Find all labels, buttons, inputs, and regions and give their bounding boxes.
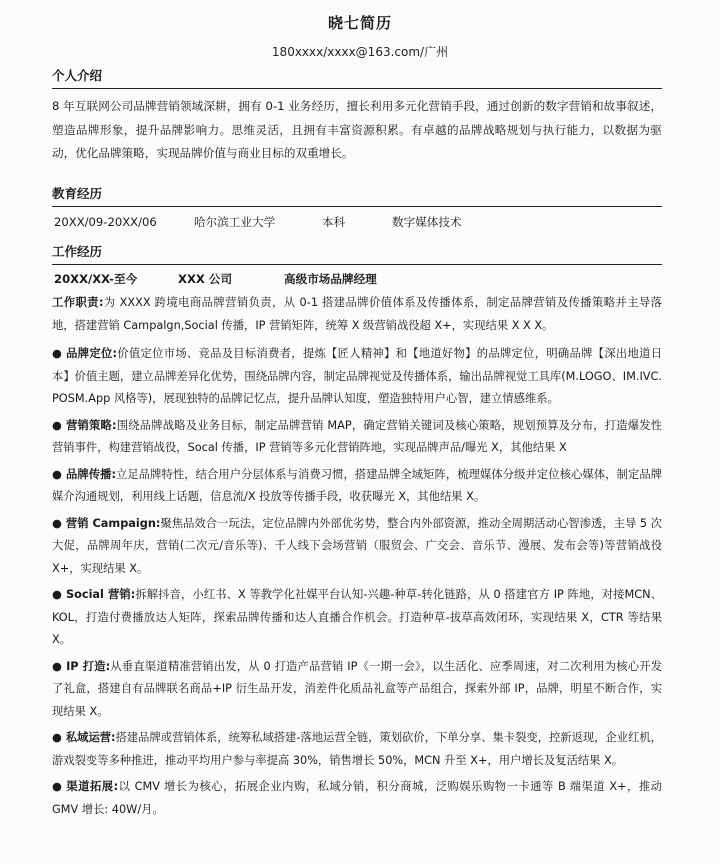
bullet-icon: ● <box>52 467 62 481</box>
job-duty <box>52 292 662 337</box>
list-item <box>52 727 662 772</box>
item-label: Social 营销: <box>65 588 136 601</box>
item-label: 品牌定位: <box>66 347 118 360</box>
work-item-list <box>52 343 662 821</box>
bullet-icon: ● <box>52 516 62 530</box>
bullet-icon: ● <box>52 347 63 360</box>
list-item <box>52 343 662 411</box>
job-duty-text: 为 XXXX 跨境电商品牌营销负责，从 0-1 搭建品牌价值体系及传播体系，制定品牌营销及传播策略并主导落地，搭建营销 Campalgn,Social 传播，IP 营销矩阵，统筹 X 级营销战役超 X+，实现结果 X X X。 <box>52 296 662 332</box>
contact-info: 180xxxx/xxxx@163.com/广州 <box>271 45 449 59</box>
item-label: 营销策略: <box>66 418 117 432</box>
resume-name: 晓七简历 <box>327 14 392 32</box>
item-text: 以 CMV 增长为核心，拓展企业内购，私域分销，积分商城，泛购娱乐购物一卡通等 B 端渠道 X+，推动 GMV 增长: 40W/月。 <box>52 780 662 816</box>
item-text: 拆解抖音，小红书、X 等教学化社媒平台认知-兴趣-种草-转化链路，从 0 搭建官方 IP 阵地，对接MCN、KOL，打造付费播放达人矩阵，探索品牌传播和达人直播合作机会。打造种草-拔草高效闭环，实现结果 X，CTR 等结果 X。 <box>52 588 662 646</box>
list-item <box>52 776 662 821</box>
bullet-icon: ● <box>52 731 62 744</box>
job-position: 高级市场品牌经理 <box>284 272 377 286</box>
intro-text: 8 年互联网公司品牌营销领域深耕，拥有 0-1 业务经历，擅长利用多元化营销手段，通过创新的数字营销和故事叙述，塑造品牌形象，提升品牌影响力。思维灵活，且拥有丰富资源积累。有卓越的品牌战略规划与执行能力，以数据为驱动，优化品牌策略，实现品牌价值与商业目标的双重增长。 <box>52 99 662 160</box>
item-text: 围绕品牌战略及业务目标，制定品牌营销 MAP，确定营销关键词及核心策略，规划预算及分布，打造爆发性营销事件，构建营销战役，Socal 传播，IP 营销等多元化营销阵地，实现品牌声品/曝光 X，其他结果 X <box>52 418 662 454</box>
bullet-icon: ● <box>52 588 62 601</box>
job-period: 20XX/XX-至今 <box>54 272 138 286</box>
list-item <box>52 464 662 509</box>
education-row <box>52 210 662 234</box>
job-company: XXX 公司 <box>178 272 233 286</box>
intro-title: 个人介绍 <box>52 66 662 89</box>
item-text: 从垂直渠道精准营销出发，从 0 打造产品营销 IP《一期一会》，以生活化、应季周速，对二次利用为核心开发了礼盒，搭建自有品牌联名商品+IP 衍生品开发，消差件化质品礼盒等产品组合，探索外部 IP，品牌，明星不断合作，实现结果 X。 <box>52 659 663 718</box>
education-degree: 本科 <box>322 215 346 229</box>
intro-section <box>52 66 662 166</box>
education-section <box>52 184 662 234</box>
job-row <box>52 268 662 290</box>
item-label: IP 打造: <box>66 659 111 673</box>
bullet-icon: ● <box>52 418 63 432</box>
bullet-icon: ● <box>52 780 63 793</box>
item-text: 立足品牌特性，结合用户分层体系与消费习惯，搭建品牌全域矩阵，梳理媒体分级并定位核心媒体，制定品牌媒介沟通规划，利用线上话题，信息流/X 投放等传播手段，收获曝光 X，其他结果 X。 <box>52 467 662 503</box>
education-major: 数字媒体技术 <box>392 215 462 229</box>
resume-header <box>0 12 720 60</box>
item-label: 渠道拓展: <box>66 780 119 793</box>
work-title: 工作经历 <box>52 242 662 265</box>
item-text: 聚焦品效合一玩法，定位品牌内外部优劣势，整合内外部资源，推动全周期活动心智渗透，主导 5 次大促，品牌周年庆，营销(二次元/音乐等)、千人线下会场营销（服贸会、广交会、音乐节、漫展、发布会等)等营销战役 X+，实现结果 X。 <box>52 516 662 575</box>
list-item <box>52 584 662 652</box>
bullet-icon: ● <box>52 659 63 673</box>
education-period: 20XX/09-20XX/06 <box>54 215 157 229</box>
item-text: 搭建品牌或营销体系，统筹私域搭建-落地运营全链，策划砍价，下单分享、集卡裂变，控新返现，企业红机，游戏裂变等多种推进，推动平均用户参与率提高 30%，销售增长 50%，MCN 升至 X+，用户增长及复活结果 X。 <box>52 731 662 767</box>
job-duty-label: 工作职责: <box>52 296 104 309</box>
list-item <box>52 415 662 460</box>
list-item <box>52 656 662 724</box>
education-school: 哈尔滨工业大学 <box>194 215 276 229</box>
item-label: 营销 Campaign: <box>65 516 161 530</box>
education-title: 教育经历 <box>52 184 662 207</box>
work-section <box>52 242 662 825</box>
list-item <box>52 513 662 581</box>
item-label: 品牌传播: <box>65 467 116 481</box>
item-label: 私域运营: <box>65 731 116 744</box>
item-text: 价值定位市场、竞品及目标消费者，提炼【匠人精神】和【地道好物】的品牌定位，明确品牌【深出地道日本】价值主题，建立品牌差异化优势，围绕品牌内容，制定品牌视觉及传播体系，输出品牌视觉工具库(M.LOGO、IM.IVC. POSM.App 风格等)，展现独特的品牌记忆点，提升品牌认知度，塑造独特用户心智，建立情感维系。 <box>52 347 662 405</box>
